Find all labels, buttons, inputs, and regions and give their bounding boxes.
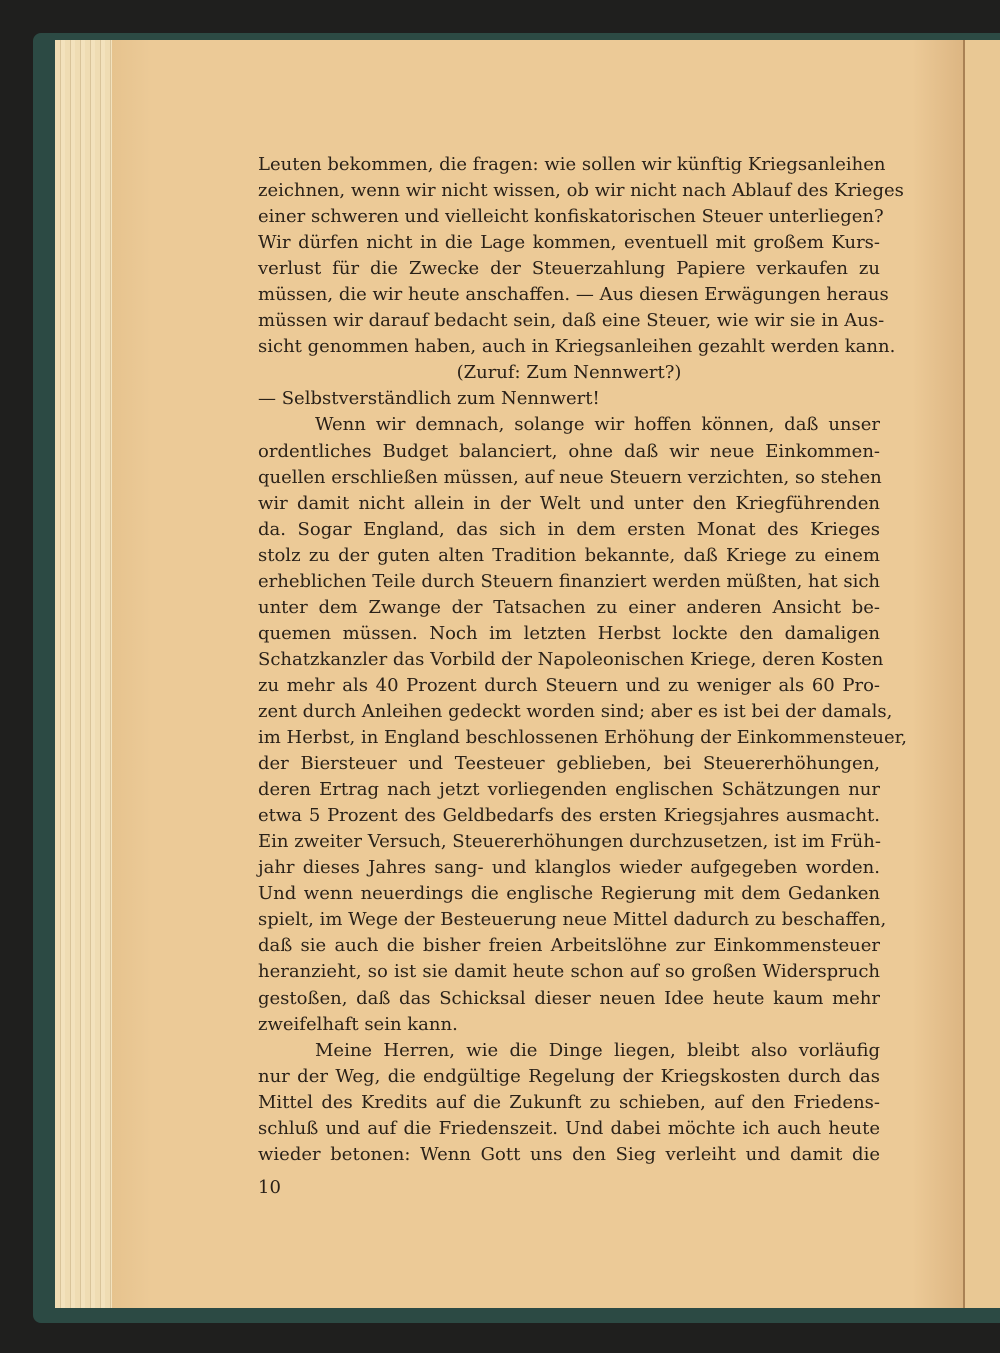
text-line: etwa 5 Prozent des Geldbedarfs des ersten Kriegsjahres ausmacht. (258, 805, 880, 827)
text-line: der Biersteuer und Teesteuer geblieben, bei Steuererhöhungen, (258, 753, 880, 775)
text-line: Wenn wir demnach, solange wir hoffen können, daß unser (315, 414, 880, 436)
text-line: ordentliches Budget balanciert, ohne daß wir neue Einkommen- (258, 440, 880, 462)
text-line: quemen müssen. Noch im letzten Herbst lockte den damaligen (258, 622, 880, 644)
text-line: da. Sogar England, das sich in dem ersten Monat des Krieges (258, 518, 880, 540)
text-line: unter dem Zwange der Tatsachen zu einer anderen Ansicht be- (258, 596, 880, 618)
text-line: heranzieht, so ist sie damit heute schon auf so großen Widerspruch (258, 961, 880, 983)
text-line: zu mehr als 40 Prozent durch Steuern und zu weniger als 60 Pro- (258, 674, 880, 696)
text-line: Mittel des Kredits auf die Zukunft zu schieben, auf den Friedens- (258, 1091, 880, 1113)
text-line: spielt, im Wege der Besteuerung neue Mittel dadurch zu beschaffen, (258, 909, 887, 931)
text-line: im Herbst, in England beschlossenen Erhöhung der Einkommensteuer, (258, 727, 907, 749)
text-line: zeichnen, wenn wir nicht wissen, ob wir nicht nach Ablauf des Krieges (258, 180, 904, 202)
text-line: daß sie auch die bisher freien Arbeitslöhne zur Einkommensteuer (258, 935, 880, 957)
text-line: verlust für die Zwecke der Steuerzahlung Papiere verkaufen zu (258, 258, 880, 280)
text-line: Leuten bekommen, die fragen: wie sollen wir künftig Kriegsanleihen (258, 154, 886, 175)
text-line: müssen wir darauf bedacht sein, daß eine Steuer, wie wir sie in Aus- (258, 310, 885, 332)
body-text (258, 152, 907, 1168)
text-line: quellen erschließen müssen, auf neue Steuern verzichten, so stehen (258, 466, 882, 488)
text-line: jahr dieses Jahres sang- und klanglos wieder aufgegeben worden. (258, 857, 880, 879)
text-line: sicht genommen haben, auch in Kriegsanleihen gezahlt werden kann. (258, 336, 896, 358)
text-line: deren Ertrag nach jetzt vorliegenden englischen Schätzungen nur (258, 779, 880, 801)
text-line: Wir dürfen nicht in die Lage kommen, eventuell mit großem Kurs- (258, 232, 880, 254)
page-number: 10 (258, 1177, 281, 1198)
text-line: zent durch Anleihen gedeckt worden sind; aber es ist bei der damals, (258, 700, 893, 722)
page-edges (55, 40, 115, 1308)
text-line: gestoßen, daß das Schicksal dieser neuen Idee heute kaum mehr (258, 987, 880, 1009)
text-line: nur der Weg, die endgültige Regelung der Kriegskosten durch das (258, 1065, 880, 1087)
text-line: Meine Herren, wie die Dinge liegen, bleibt also vorläufig (315, 1039, 880, 1061)
text-line: Ein zweiter Versuch, Steuererhöhungen durchzusetzen, ist im Früh- (258, 831, 881, 853)
text-line: zweifelhaft sein kann. (258, 1013, 458, 1035)
text-line: einer schweren und vielleicht konfiskatorischen Steuer unterliegen? (258, 206, 884, 228)
text-line: (Zuruf: Zum Nennwert?) (456, 362, 682, 384)
text-line: Schatzkanzler das Vorbild der Napoleonischen Kriege, deren Kosten (258, 648, 884, 670)
text-line: wieder betonen: Wenn Gott uns den Sieg verleiht und damit die (258, 1143, 880, 1165)
facing-page-edge (965, 40, 1000, 1308)
text-line: Und wenn neuerdings die englische Regierung mit dem Gedanken (258, 883, 880, 905)
text-line: schluß und auf die Friedenszeit. Und dabei möchte ich auch heute (258, 1117, 880, 1139)
text-line: stolz zu der guten alten Tradition bekannte, daß Kriege zu einem (258, 544, 880, 566)
text-line: — Selbstverständlich zum Nennwert! (258, 388, 600, 410)
text-line: erheblichen Teile durch Steuern finanziert werden müßten, hat sich (258, 570, 880, 592)
text-line: wir damit nicht allein in der Welt und unter den Kriegführenden (258, 492, 880, 514)
text-line: müssen, die wir heute anschaffen. — Aus diesen Erwägungen heraus (258, 284, 889, 306)
